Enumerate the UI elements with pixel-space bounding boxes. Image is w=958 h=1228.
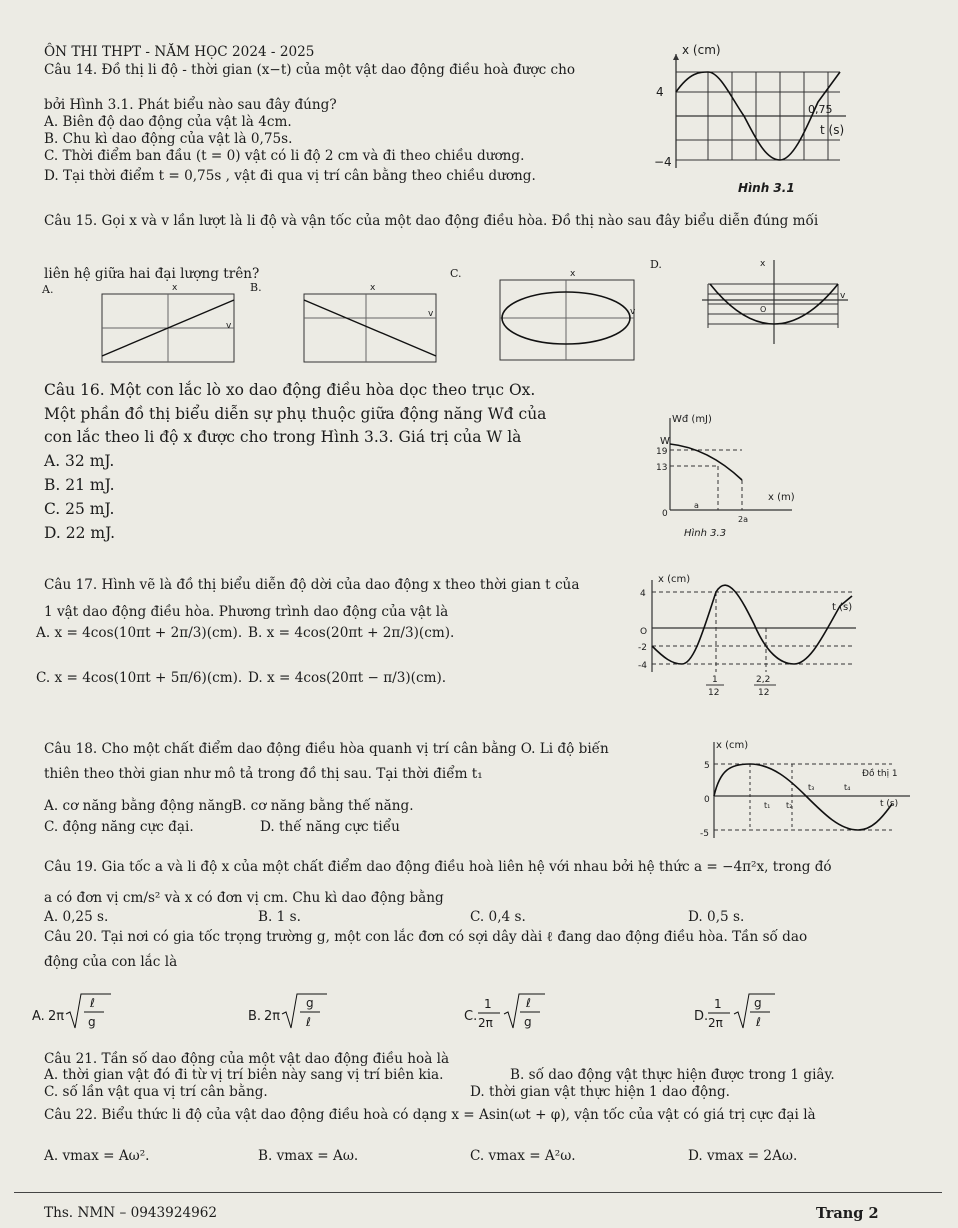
figure-caption: Hình 3.1	[738, 181, 795, 195]
svg-text:2π: 2π	[48, 1009, 65, 1024]
q21-option-b: B. số dao động vật thực hiện được trong 1 giây.	[510, 1067, 835, 1083]
q22-option-c: C. vmax = A²ω.	[470, 1148, 576, 1164]
svg-text:2,2: 2,2	[756, 675, 771, 685]
figure-3-1	[620, 44, 860, 196]
q20-option-d	[690, 990, 800, 1040]
q19-stem-line2: a có đơn vị cm/s² và x có đơn vị cm. Chu kì dao động bằng	[44, 890, 444, 906]
svg-text:O: O	[640, 627, 648, 637]
ymin-label: −4	[654, 155, 672, 169]
svg-text:v: v	[428, 309, 434, 319]
svg-text:2π: 2π	[264, 1009, 281, 1024]
svg-text:A.: A.	[32, 1009, 45, 1024]
svg-text:x: x	[760, 259, 766, 269]
svg-text:13: 13	[656, 463, 668, 473]
svg-text:v: v	[840, 291, 846, 301]
q14-option-b: B. Chu kì dao động của vật là 0,75s.	[44, 131, 293, 147]
q16-stem-line1: Câu 16. Một con lắc lò xo dao động điều hòa dọc theo trục Ox.	[44, 381, 536, 399]
svg-text:g: g	[306, 996, 314, 1010]
svg-text:Wđ (mJ): Wđ (mJ)	[672, 414, 712, 425]
figure-3-3	[642, 410, 822, 540]
svg-text:C.: C.	[464, 1009, 478, 1024]
q20-option-c	[460, 990, 570, 1040]
q17-option-a: A. x = 4cos(10πt + 2π/3)(cm).	[36, 625, 243, 641]
svg-text:t₃: t₃	[808, 783, 815, 792]
exam-header-title: ÔN THI THPT - NĂM HỌC 2024 - 2025	[44, 44, 315, 60]
q17-stem-line2: 1 vật dao động điều hòa. Phương trình dao động của vật là	[44, 604, 449, 620]
q15-label-b: B.	[250, 281, 262, 294]
q17-stem-line1: Câu 17. Hình vẽ là đồ thị biểu diễn độ dời của dao động x theo thời gian t của	[44, 577, 580, 593]
x-axis-label: t (s)	[820, 123, 845, 137]
svg-text:1: 1	[484, 997, 492, 1011]
q15-stem-line2: liên hệ giữa hai đại lượng trên?	[44, 266, 260, 282]
q22-option-b: B. vmax = Aω.	[258, 1148, 359, 1164]
svg-text:a: a	[694, 501, 699, 510]
svg-text:0: 0	[662, 509, 668, 519]
svg-text:Đồ thị 1: Đồ thị 1	[862, 769, 898, 779]
q17-option-c: C. x = 4cos(10πt + 5π/6)(cm).	[36, 670, 243, 686]
svg-text:v: v	[226, 321, 232, 331]
q14-option-c: C. Thời điểm ban đầu (t = 0) vật có li độ 2 cm và đi theo chiều dương.	[44, 148, 525, 164]
q16-option-b: B. 21 mJ.	[44, 476, 115, 494]
q21-option-d: D. thời gian vật thực hiện 1 dao động.	[470, 1084, 731, 1100]
q22-stem: Câu 22. Biểu thức li độ của vật dao động điều hoà có dạng x = Asin(ωt + φ), vận tốc của vật có giá trị cực đại là	[44, 1107, 816, 1123]
q20-option-a	[28, 990, 138, 1040]
svg-text:t (s): t (s)	[880, 799, 899, 809]
q16-option-c: C. 25 mJ.	[44, 500, 115, 518]
svg-text:t₄: t₄	[844, 783, 851, 792]
svg-text:ℓ: ℓ	[756, 1015, 761, 1029]
footer-divider	[14, 1192, 942, 1193]
svg-text:x (m): x (m)	[768, 492, 795, 503]
svg-text:O: O	[760, 305, 767, 314]
q14-stem-line1: Câu 14. Đồ thị li độ - thời gian (x−t) của một vật dao động điều hoà được cho	[44, 62, 576, 78]
q18-stem-line1: Câu 18. Cho một chất điểm dao động điều hòa quanh vị trí cân bằng O. Li độ biến	[44, 741, 609, 757]
q21-stem: Câu 21. Tần số dao động của một vật dao động điều hoà là	[44, 1051, 450, 1067]
q16-stem-line3: con lắc theo li độ x được cho trong Hình 3.3. Giá trị của W là	[44, 428, 522, 446]
svg-text:Hình 3.3: Hình 3.3	[684, 528, 727, 539]
svg-text:B.: B.	[248, 1009, 262, 1024]
q15-graph-a	[98, 284, 238, 364]
q21-option-a: A. thời gian vật đó đi từ vị trí biên này sang vị trí biên kia.	[44, 1067, 444, 1083]
svg-text:19: 19	[656, 447, 668, 457]
q18-stem-line2: thiên theo thời gian như mô tả trong đồ thị sau. Tại thời điểm t₁	[44, 766, 483, 782]
svg-text:12: 12	[708, 688, 720, 698]
svg-text:x: x	[370, 283, 376, 293]
ymax-label: 4	[656, 85, 664, 99]
q19-option-c: C. 0,4 s.	[470, 909, 526, 925]
svg-text:t₁: t₁	[764, 801, 771, 810]
q16-option-a: A. 32 mJ.	[44, 452, 115, 470]
svg-text:-4: -4	[638, 661, 647, 671]
q18-option-a: A. cơ năng bằng động năng.	[44, 798, 238, 814]
q17-option-b: B. x = 4cos(20πt + 2π/3)(cm).	[248, 625, 455, 641]
q14-option-a: A. Biên độ dao động của vật là 4cm.	[44, 114, 292, 130]
svg-text:0: 0	[704, 795, 710, 805]
q17-figure	[624, 572, 864, 702]
q15-label-c: C.	[450, 267, 462, 280]
svg-text:t₂: t₂	[786, 801, 793, 810]
q15-stem-line1: Câu 15. Gọi x và v lần lượt là li độ và vận tốc của một dao động điều hòa. Đồ thị nào sau đây biểu diễn đúng mối	[44, 213, 819, 229]
tick-label: 0,75	[808, 103, 833, 116]
q18-option-b: B. cơ năng bằng thế năng.	[232, 798, 414, 814]
svg-text:1: 1	[712, 675, 718, 685]
q21-option-c: C. số lần vật qua vị trí cân bằng.	[44, 1084, 268, 1100]
svg-text:1: 1	[714, 997, 722, 1011]
svg-text:2a: 2a	[738, 515, 748, 524]
q15-label-d: D.	[650, 258, 662, 271]
q15-graph-d	[698, 256, 848, 348]
q19-stem-line1: Câu 19. Gia tốc a và li độ x của một chất điểm dao động điều hoà liên hệ với nhau bởi hệ thức a = −4π²x, trong đó	[44, 859, 832, 875]
svg-text:t (s): t (s)	[832, 602, 853, 613]
q22-option-a: A. vmax = Aω².	[44, 1148, 150, 1164]
svg-text:ℓ: ℓ	[526, 996, 531, 1010]
q15-graph-c	[494, 270, 644, 362]
svg-text:v: v	[630, 307, 636, 317]
svg-text:g: g	[524, 1015, 532, 1029]
q22-option-d: D. vmax = 2Aω.	[688, 1148, 798, 1164]
svg-text:2π: 2π	[478, 1016, 493, 1030]
q18-option-c: C. động năng cực đại.	[44, 819, 194, 835]
svg-text:x: x	[172, 283, 178, 293]
q19-option-a: A. 0,25 s.	[44, 909, 109, 925]
svg-text:W: W	[660, 436, 670, 447]
q20-stem-line1: Câu 20. Tại nơi có gia tốc trọng trường g, một con lắc đơn có sợi dây dài ℓ đang dao động điều hòa. Tần số dao	[44, 929, 808, 945]
q19-option-d: D. 0,5 s.	[688, 909, 745, 925]
q14-option-d: D. Tại thời điểm t = 0,75s , vật đi qua vị trí cân bằng theo chiều dương.	[44, 168, 536, 184]
svg-text:-5: -5	[700, 829, 709, 839]
svg-text:-2: -2	[638, 643, 647, 653]
svg-text:12: 12	[758, 688, 770, 698]
q18-figure	[696, 738, 916, 842]
svg-text:g: g	[88, 1015, 96, 1029]
q16-option-d: D. 22 mJ.	[44, 524, 116, 542]
q15-graph-b	[300, 284, 440, 364]
svg-text:D.: D.	[694, 1009, 709, 1024]
y-axis-label: x (cm)	[682, 43, 721, 57]
svg-text:4: 4	[640, 589, 646, 599]
q20-stem-line2: động của con lắc là	[44, 954, 178, 970]
svg-text:x (cm): x (cm)	[658, 574, 691, 585]
svg-text:ℓ: ℓ	[306, 1015, 311, 1029]
footer-author: Ths. NMN – 0943924962	[44, 1205, 218, 1221]
q16-stem-line2: Một phần đồ thị biểu diễn sự phụ thuộc giữa động năng Wđ của	[44, 405, 547, 423]
svg-text:g: g	[754, 996, 762, 1010]
q19-option-b: B. 1 s.	[258, 909, 301, 925]
q20-option-b	[244, 990, 354, 1040]
footer-page-number: Trang 2	[816, 1205, 879, 1222]
q17-option-d: D. x = 4cos(20πt − π/3)(cm).	[248, 670, 447, 686]
svg-text:5: 5	[704, 761, 710, 771]
svg-text:ℓ: ℓ	[90, 996, 95, 1010]
svg-text:x (cm): x (cm)	[716, 740, 749, 751]
q18-option-d: D. thế năng cực tiểu	[260, 819, 400, 835]
q14-stem-line2: bởi Hình 3.1. Phát biểu nào sau đây đúng?	[44, 97, 337, 113]
svg-text:x: x	[570, 269, 576, 279]
svg-text:2π: 2π	[708, 1016, 723, 1030]
q15-label-a: A.	[42, 283, 54, 296]
